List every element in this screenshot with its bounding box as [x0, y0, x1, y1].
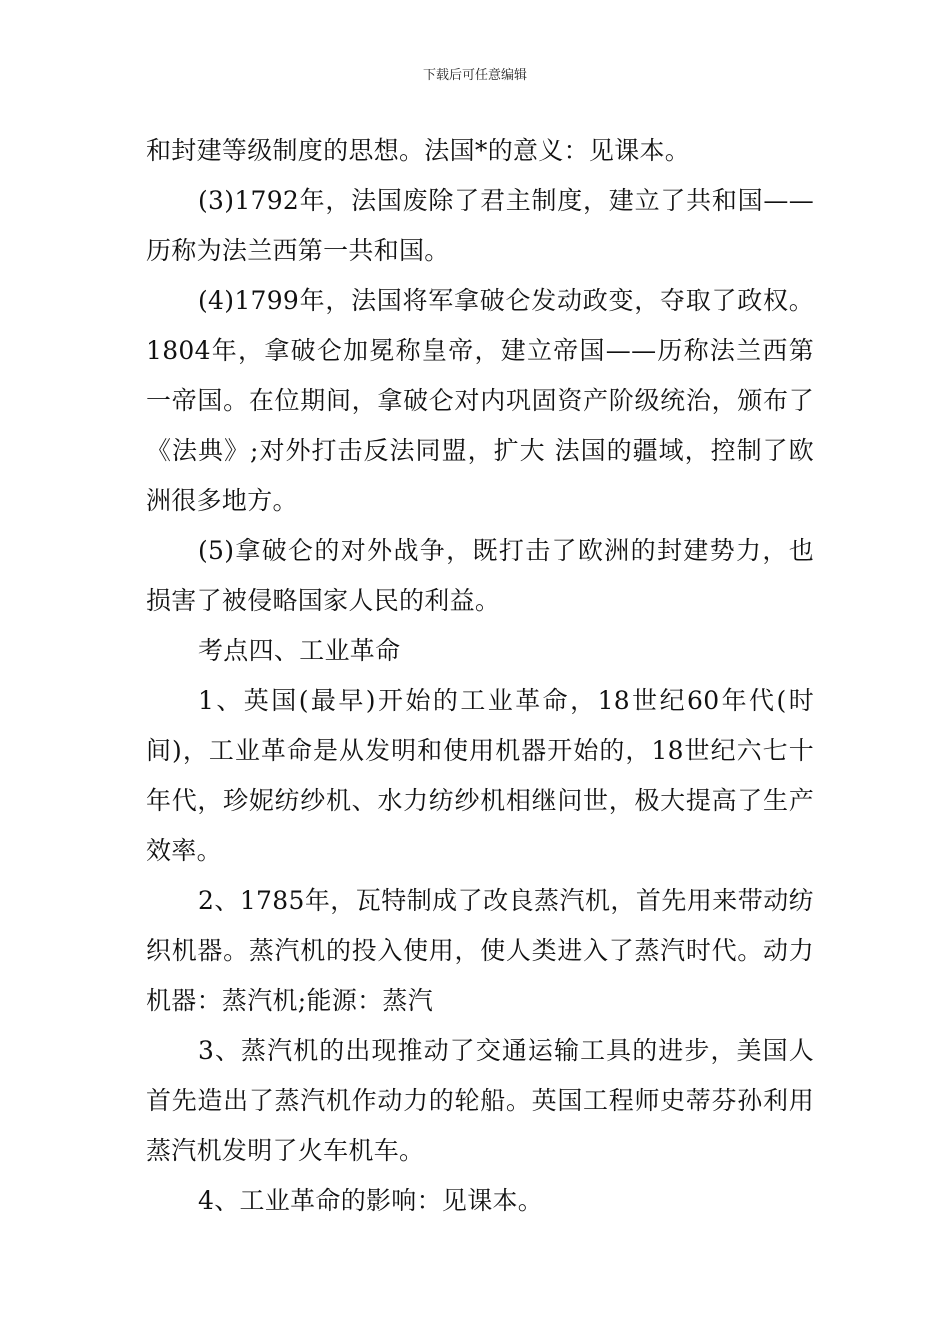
paragraph-point-3: 3、蒸汽机的出现推动了交通运输工具的进步，美国人首先造出了蒸汽机作动力的轮船。英国工程师史蒂芬孙利用蒸汽机发明了火车机车。: [146, 1036, 814, 1165]
paragraph-point-1: 1、英国(最早)开始的工业革命，18世纪60年代(时间)，工业革命是从发明和使用机器开始的，18世纪六七十年代，珍妮纺纱机、水力纺纱机相继问世，极大提高了生产效率。: [146, 686, 814, 865]
paragraph-point-4: 4、工业革命的影响：见课本。: [198, 1186, 544, 1215]
document-body: [146, 126, 814, 1226]
paragraph-item-4: (4)1799年，法国将军拿破仑发动政变，夺取了政权。1804年，拿破仑加冕称皇帝，建立帝国——历称法兰西第一帝国。在位期间，拿破仑对内巩固资产阶级统治，颁布了《法典》;对外打击反法同盟，扩大 法国的疆域，控制了欧洲很多地方。: [146, 286, 814, 515]
paragraph-item-5: (5)拿破仑的对外战争，既打击了欧洲的封建势力，也损害了被侵略国家人民的利益。: [146, 536, 814, 615]
paragraph-item-3: (3)1792年，法国废除了君主制度，建立了共和国——历称为法兰西第一共和国。: [146, 186, 814, 265]
paragraph-continuation: 和封建等级制度的思想。法国*的意义：见课本。: [146, 136, 691, 165]
section-heading: 考点四、工业革命: [198, 636, 401, 665]
page-header: 下载后可任意编辑: [422, 68, 527, 83]
paragraph-point-2: 2、1785年，瓦特制成了改良蒸汽机，首先用来带动纺织机器。蒸汽机的投入使用，使人类进入了蒸汽时代。动力机器：蒸汽机;能源：蒸汽: [146, 886, 814, 1015]
